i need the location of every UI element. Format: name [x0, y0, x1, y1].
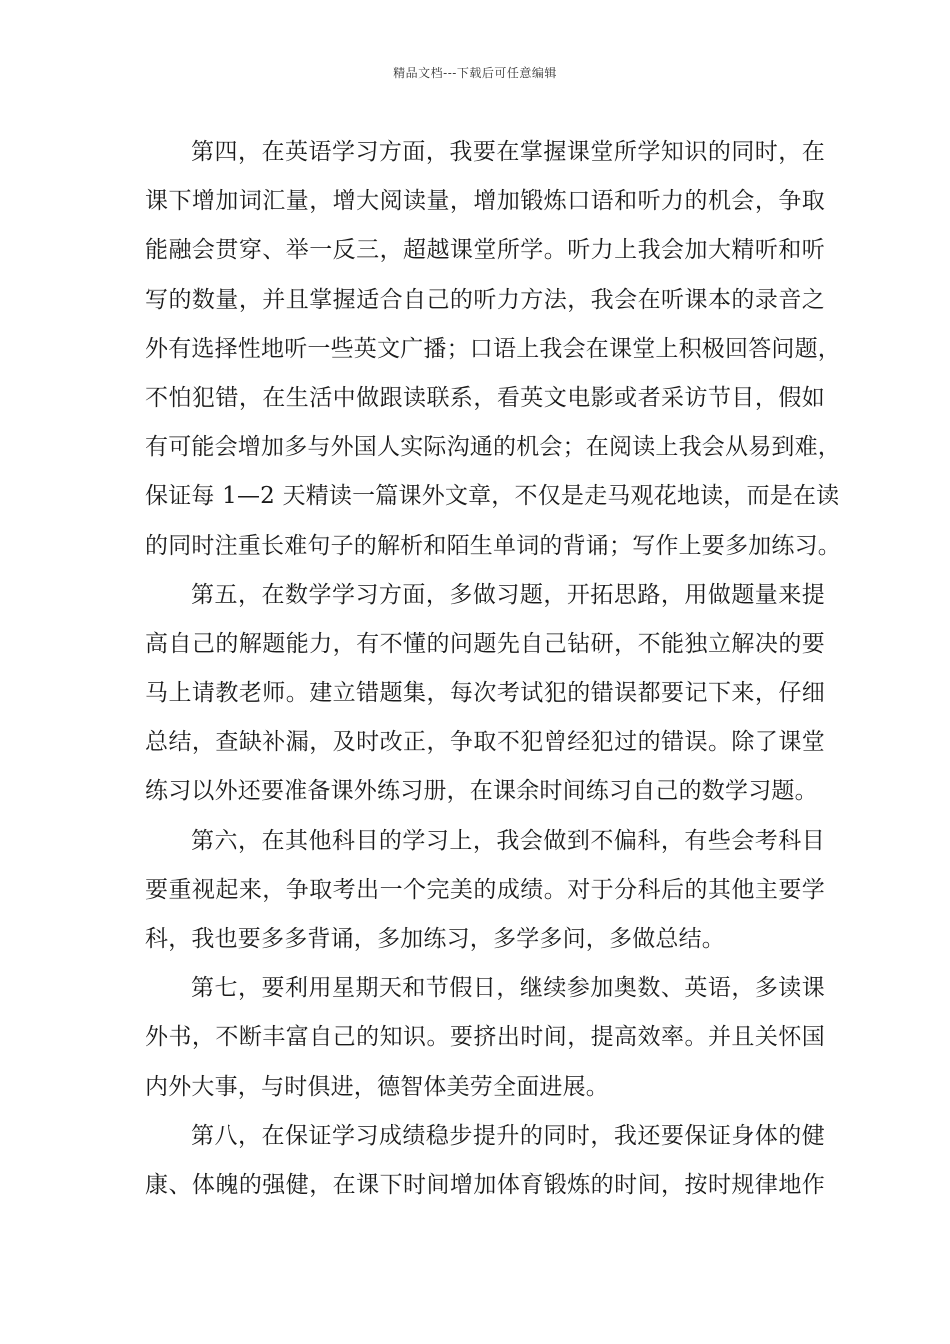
text-line: 第七，要利用星期天和节假日，继续参加奥数、英语，多读课 — [191, 975, 825, 1002]
text-line: 第六，在其他科目的学习上，我会做到不偏科，有些会考科目 — [191, 827, 825, 854]
text-line: 第五，在数学学习方面，多做习题，开拓思路，用做题量来提 — [191, 581, 825, 608]
paragraph-7 — [145, 964, 825, 1112]
text-line: 有可能会增加多与外国人实际沟通的机会；在阅读上我会从易到难， — [145, 434, 841, 461]
text-line: 外有选择性地听一些英文广播；口语上我会在课堂上积极回答问题， — [145, 335, 841, 362]
text-line: 不怕犯错，在生活中做跟读联系，看英文电影或者采访节目，假如 — [145, 384, 825, 411]
paragraph-6 — [145, 817, 825, 965]
text-line: 马上请教老师。建立错题集，每次考试犯的错误都要记下来，仔细 — [145, 680, 825, 707]
text-line: 能融会贯穿、举一反三，超越课堂所学。听力上我会加大精听和听 — [145, 237, 825, 264]
text-line: 要重视起来，争取考出一个完美的成绩。对于分科后的其他主要学 — [145, 876, 825, 903]
text-line: 的同时注重长难句子的解析和陌生单词的背诵；写作上要多加练习。 — [145, 532, 841, 559]
paragraph-4 — [145, 128, 841, 571]
text-line: 练习以外还要准备课外练习册，在课余时间练习自己的数学习题。 — [145, 778, 818, 805]
text-line: 第四，在英语学习方面，我要在掌握课堂所学知识的同时，在 — [191, 139, 825, 165]
text-line: 保证每 1—2 天精读一篇课外文章，不仅是走马观花地读，而是在读 — [145, 483, 840, 510]
paragraph-8 — [145, 1112, 825, 1210]
text-line: 写的数量，并且掌握适合自己的听力方法，我会在听课本的录音之 — [145, 286, 825, 313]
text-line: 内外大事，与时俱进，德智体美劳全面进展。 — [145, 1073, 609, 1100]
text-line: 康、体魄的强健，在课下时间增加体育锻炼的时间，按时规律地作 — [145, 1171, 825, 1198]
text-line: 外书，不断丰富自己的知识。要挤出时间，提高效率。并且关怀国 — [145, 1024, 825, 1051]
text-line: 科，我也要多多背诵，多加练习，多学多问，多做总结。 — [145, 926, 725, 952]
paragraph-5 — [145, 571, 825, 817]
text-line: 第八，在保证学习成绩稳步提升的同时，我还要保证身体的健 — [191, 1122, 825, 1149]
document-body — [145, 128, 841, 1210]
page-header: 精品文档---下载后可任意编辑 — [393, 66, 557, 80]
text-line: 高自己的解题能力，有不懂的问题先自己钻研，不能独立解决的要 — [145, 630, 825, 657]
text-line: 课下增加词汇量，增大阅读量，增加锻炼口语和听力的机会，争取 — [145, 188, 825, 215]
text-line: 总结，查缺补漏，及时改正，争取不犯曾经犯过的错误。除了课堂 — [145, 729, 825, 756]
